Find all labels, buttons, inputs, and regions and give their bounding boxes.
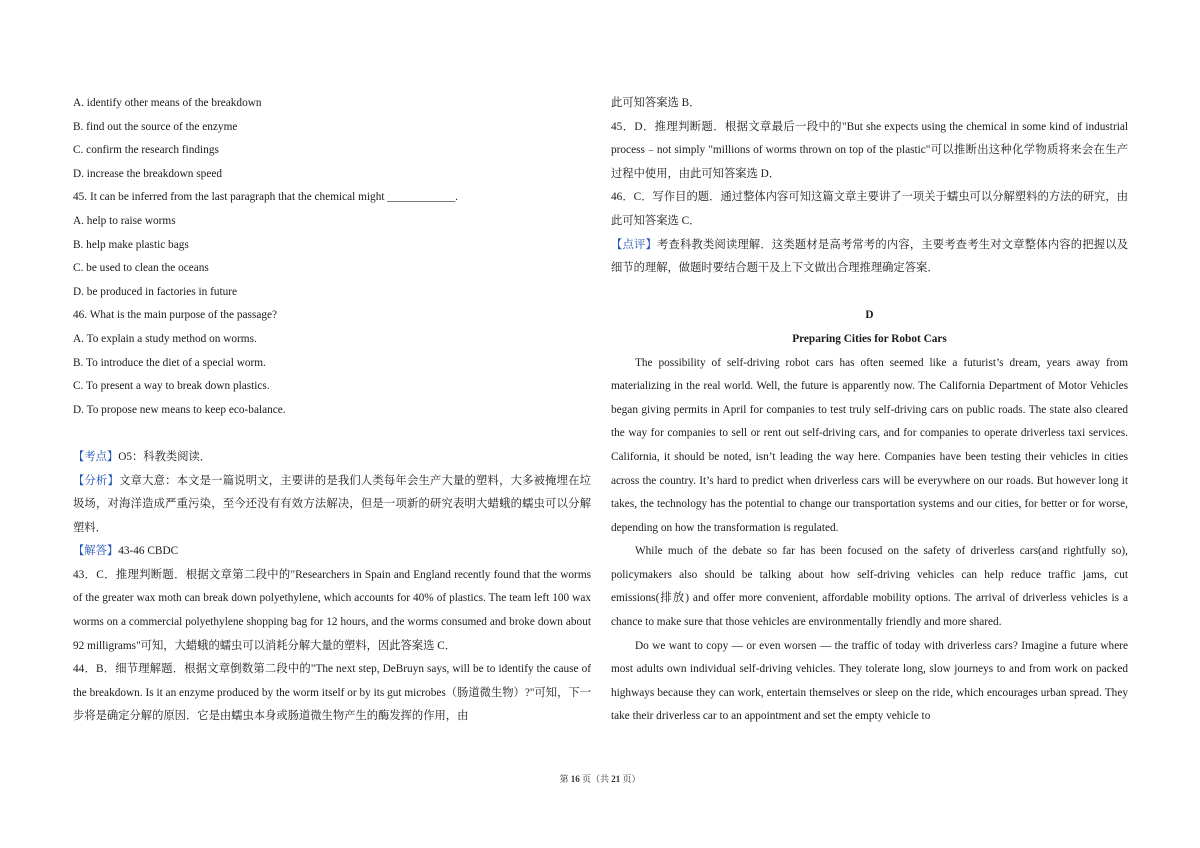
q44-option-d: D. increase the breakdown speed — [73, 167, 222, 180]
q45-option-d: D. be produced in factories in future — [73, 285, 238, 298]
jieda-text: 43-46 CBDC — [118, 545, 179, 558]
footer-total-pages: 21 — [611, 774, 621, 784]
question-46: 46. What is the main purpose of the passage? — [73, 309, 278, 322]
passage-paragraph-1: The possibility of self-driving robot cars has often seemed like a futurist’s dream, years away from materializing in the real world. Well, the future is apparently now. The California Department of Motor Vehicles began giving permits in April for companies to test truly self-driving cars on public roads. The state also cleared the way for companies to sell or rent out self-driving cars, and for companies to operate driverless taxi services. California, it should be noted, isn’t leading the way here. Companies have been testing their vehicles in cities across the country. It’s hard to predict when driverless cars will be everywhere on our roads. But however long it takes, the technology has the potential to change our transportation systems and our cities, for better or for worse, depending on how the transformation is regulated. — [611, 356, 1128, 534]
dianping-paragraph — [611, 234, 1128, 281]
q45-option-b: B. help make plastic bags — [73, 238, 189, 251]
dianping-tag: 【点评】 — [611, 238, 657, 251]
answer-46: 46．C．写作目的题．通过整体内容可知这篇文章主要讲了一项关于蠕虫可以分解塑料的方法的研究，由此可知答案选 C． — [611, 191, 1128, 227]
spacer — [73, 422, 591, 446]
answer-45: 45．D．推理判断题．根据文章最后一段中的"But she expects using the chemical in some kind of industrial process﹣not simply "millions of worms thrown on top of the plastic"可以推断出这种化学物质将来会在生产过程中使用，由此可知答案选 D． — [611, 120, 1128, 180]
jieda-paragraph — [73, 540, 591, 564]
q44-option-c: C. confirm the research findings — [73, 144, 219, 157]
answer-43: 43．C．推理判断题．根据文章第二段中的"Researchers in Spain and England recently found that the worms of the greater wax moth can break down polyethylene, which accounts for 40% of plastics. The team left 100 wax worms on a commercial polyethylene shopping bag for 12 hours, and the worms consumed and broke down about 92 milligrams"可知，大蜡蛾的蠕虫可以消耗分解大量的塑料，因此答案选 C． — [73, 568, 591, 652]
footer-prefix: 第 — [559, 774, 571, 784]
fenxi-tag: 【分析】 — [73, 474, 120, 487]
passage-title: Preparing Cities for Robot Cars — [792, 332, 947, 345]
kaodian-text: O5：科教类阅读． — [118, 450, 212, 463]
kaodian-paragraph — [73, 446, 591, 470]
answer-44: 44．B．细节理解题．根据文章倒数第二段中的"The next step, DeBruyn says, will be to identify the cause of the breakdown. Is it an enzyme produced by the worm itself or by its gut microbes（肠道微生物）?"可知，下一步将是确定分解的原因．它是由蠕虫本身或肠道微生物产生的酶发挥的作用，由 — [73, 663, 591, 723]
q46-option-d: D. To propose new means to keep eco-balance. — [73, 403, 286, 416]
page-footer — [0, 772, 1200, 785]
fenxi-paragraph — [73, 470, 591, 541]
q44-option-b: B. find out the source of the enzyme — [73, 120, 238, 133]
section-letter: D — [865, 309, 874, 322]
question-45: 45. It can be inferred from the last paragraph that the chemical might ____________. — [73, 191, 458, 204]
footer-suffix: 页） — [620, 774, 641, 784]
kaodian-tag: 【考点】 — [73, 450, 119, 463]
right-column — [611, 92, 1128, 729]
left-column — [73, 92, 591, 729]
spacer — [611, 281, 1128, 305]
jieda-tag: 【解答】 — [73, 545, 119, 558]
q46-option-c: C. To present a way to break down plastics. — [73, 380, 270, 393]
fenxi-text: 文章大意：本文是一篇说明文，主要讲的是我们人类每年会生产大量的塑料，大多被掩埋在垃圾场，对海洋造成严重污染，至今还没有有效方法解决，但是一项新的研究表明大蜡蛾的蠕虫可以分解塑料． — [73, 474, 591, 534]
passage-paragraph-3: Do we want to copy — or even worsen — the traffic of today with driverless cars? Imagine a future where most adults own individual self-driving vehicles. They tolerate long, slow journeys to and from work on packed highways because they can work, entertain themselves or sleep on the ride, which encourages urban spread. They take their driverless car to an appointment and set the empty vehicle to — [611, 639, 1128, 723]
passage-paragraph-2: While much of the debate so far has been focused on the safety of driverless cars(and rightfully so), policymakers also should be talking about how self-driving vehicles can help reduce traffic jams, cut emissions(排放) and offer more convenient, affordable mobility options. The arrival of driverless vehicles is a chance to make sure that those vehicles are environmentally friendly and more shared. — [611, 545, 1128, 629]
q46-option-a: A. To explain a study method on worms. — [73, 332, 257, 345]
q45-option-a: A. help to raise worms — [73, 214, 176, 227]
footer-page-number: 16 — [570, 774, 580, 784]
q46-option-b: B. To introduce the diet of a special worm. — [73, 356, 266, 369]
q44-option-a: A. identify other means of the breakdown — [73, 97, 262, 109]
footer-middle: 页（共 — [579, 774, 612, 784]
answer-44-continued: 此可知答案选 B． — [611, 97, 701, 109]
dianping-text: 考查科教类阅读理解．这类题材是高考常考的内容，主要考查考生对文章整体内容的把握以及细节的理解，做题时要结合题干及上下文做出合理推理确定答案． — [611, 238, 1128, 275]
q45-option-c: C. be used to clean the oceans — [73, 262, 209, 275]
